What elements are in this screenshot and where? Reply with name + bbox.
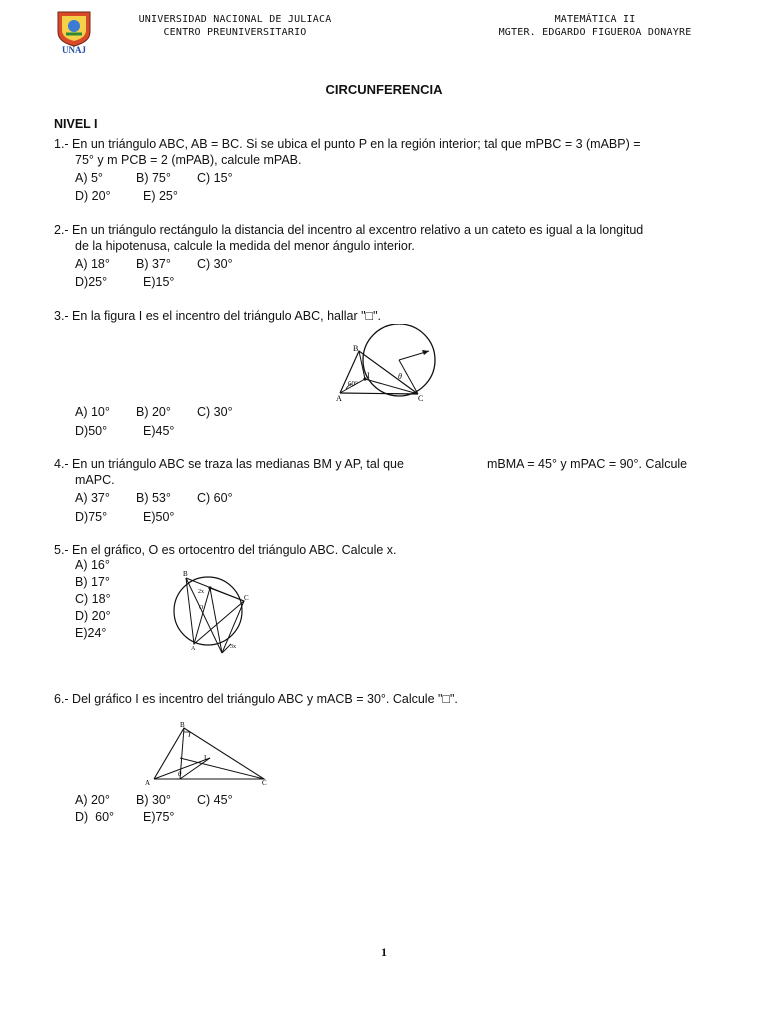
problem-5-line1: 5.- En el gráfico, O es ortocentro del triángulo ABC. Calcule x.: [54, 543, 397, 557]
option-d: D) 20°: [75, 609, 111, 623]
university-name: UNIVERSIDAD NACIONAL DE JULIACA: [138, 14, 332, 25]
option-b: B) 37°: [136, 257, 171, 271]
fig5-label-o: O: [199, 605, 204, 611]
option-c: C) 30°: [197, 405, 233, 419]
fig5-label-c: C: [244, 594, 249, 602]
header-right: [470, 13, 720, 39]
course-name: MATEMÁTICA II: [554, 14, 636, 25]
fig5-label-3x: 3x: [230, 644, 236, 650]
fig5-label-2x: 2x: [198, 589, 204, 595]
fig3-label-a: A: [336, 394, 342, 403]
fig6-label-a: A: [145, 779, 151, 787]
option-a: A) 16°: [75, 558, 110, 572]
option-a: A) 37°: [75, 491, 110, 505]
option-d: D) 20°: [75, 189, 111, 203]
option-e: E)45°: [143, 424, 175, 438]
fig6-label-c: C: [262, 779, 267, 787]
problem-4-line2: mAPC.: [75, 473, 115, 487]
problem-2-options-row2: [75, 274, 174, 291]
fig3-label-c: C: [418, 394, 424, 403]
option-d: D)50°: [75, 424, 108, 438]
option-b: B) 20°: [136, 405, 171, 419]
option-a: A) 5°: [75, 171, 103, 185]
problem-3-options-row1: [75, 404, 233, 421]
problem-3-figure: [332, 324, 442, 404]
problem-3-options-row2: [75, 423, 174, 440]
problem-4-options-row2: [75, 509, 174, 526]
problem-4-line1a: 4.- En un triángulo ABC se traza las medianas BM y AP, tal que: [54, 457, 404, 471]
problem-4-line1b: mBMA = 45° y mPAC = 90°. Calcule: [487, 457, 688, 471]
option-c: C) 30°: [197, 257, 233, 271]
problem-6-figure: [140, 718, 272, 788]
university-logo: [54, 8, 94, 54]
option-e: E)24°: [75, 626, 107, 640]
problem-1-options-row2: [75, 188, 178, 205]
option-d: D)25°: [75, 275, 108, 289]
option-a: A) 18°: [75, 257, 110, 271]
problem-1-options-row1: [75, 170, 233, 187]
problem-6-line1: 6.- Del gráfico I es incentro del triángulo ABC y mACB = 30°. Calcule "□".: [54, 692, 458, 706]
center-name: CENTRO PREUNIVERSITARIO: [163, 27, 307, 38]
problem-2-line2: de la hipotenusa, calcule la medida del menor ángulo interior.: [75, 239, 415, 253]
logo-text: UNAJ: [62, 45, 86, 54]
problem-6-options-row2: [75, 809, 174, 826]
option-c: C) 60°: [197, 491, 233, 505]
problem-1-line2: 75° y m PCB = 2 (mPAB), calcule mPAB.: [75, 153, 302, 167]
problem-6-options-row1: [75, 792, 233, 809]
page-title: CIRCUNFERENCIA: [325, 82, 443, 97]
option-c: C) 45°: [197, 793, 233, 807]
problem-5-figure: [170, 568, 250, 656]
fig3-label-theta: θ: [398, 372, 402, 381]
problem-2-options-row1: [75, 256, 233, 273]
option-e: E)75°: [143, 810, 175, 824]
option-c: C) 15°: [197, 171, 233, 185]
teacher-name: MGTER. EDGARDO FIGUEROA DONAYRE: [498, 27, 692, 38]
fig6-label-b: B: [180, 721, 185, 729]
level-heading: NIVEL I: [54, 117, 98, 131]
option-b: B) 53°: [136, 491, 171, 505]
problem-4-options-row1: [75, 490, 233, 507]
page-number: 1: [381, 945, 387, 959]
fig5-label-b: B: [183, 570, 188, 578]
option-e: E) 25°: [143, 189, 178, 203]
fig6-label-theta: θ: [178, 770, 182, 778]
option-e: E)50°: [143, 510, 175, 524]
problem-1-line1: 1.- En un triángulo ABC, AB = BC. Si se ubica el punto P en la región interior; tal que mPBC = 3 (mABP) =: [54, 137, 641, 151]
option-d: D)75°: [75, 510, 108, 524]
option-c: C) 18°: [75, 592, 111, 606]
option-a: A) 20°: [75, 793, 110, 807]
fig3-label-b: B: [353, 344, 359, 353]
fig5-label-a: A: [191, 646, 196, 652]
option-e: E)15°: [143, 275, 175, 289]
option-a: A) 10°: [75, 405, 110, 419]
problem-2-line1: 2.- En un triángulo rectángulo la distancia del incentro al excentro relativo a un cateto es igual a la longitud: [54, 223, 644, 237]
option-d: D) 60°: [75, 810, 115, 824]
option-b: B) 30°: [136, 793, 171, 807]
problem-5-options: [75, 557, 111, 642]
fig6-label-i: I: [204, 754, 207, 762]
fig3-label-angle: 60°: [348, 380, 358, 388]
header-left: [120, 13, 350, 39]
problem-3-line1: 3.- En la figura I es el incentro del triángulo ABC, hallar "□".: [54, 309, 382, 323]
option-b: B) 17°: [75, 575, 110, 589]
option-b: B) 75°: [136, 171, 171, 185]
fig3-label-i: I: [367, 371, 370, 380]
